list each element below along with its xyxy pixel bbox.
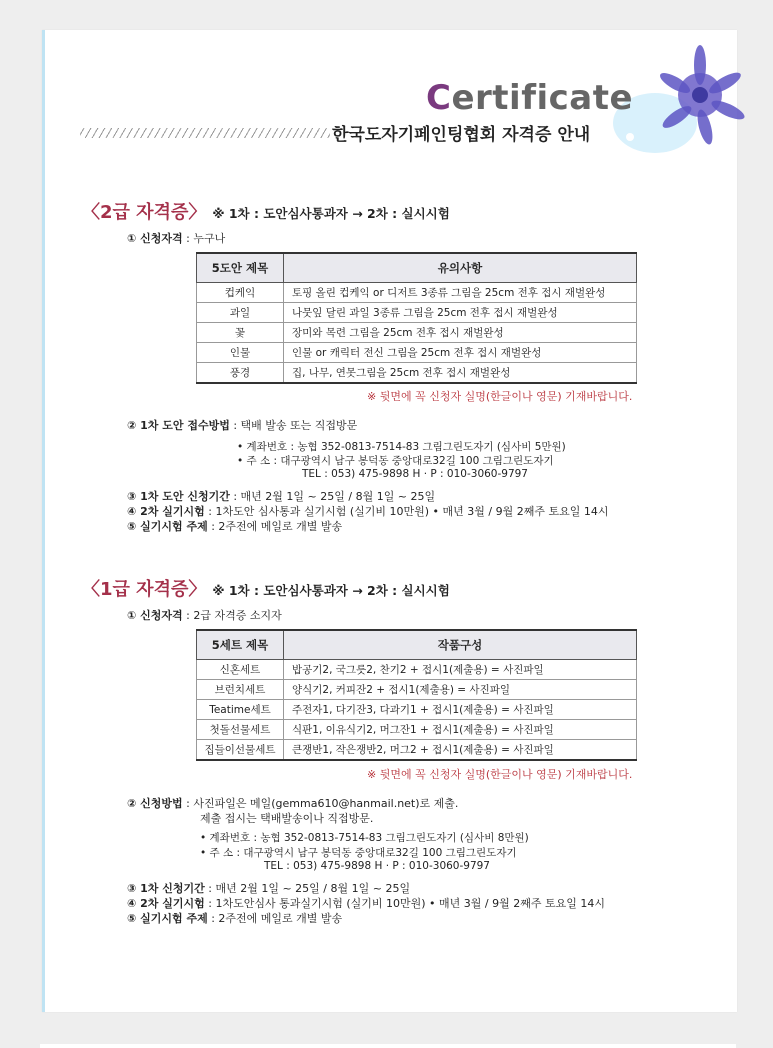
grade2-exam: ④ 2차 실기시험 : 1차도안 심사통과 실기시험 (실기비 10만원) • 매년 3월 / 9월 2째주 토요일 14시 [127, 505, 609, 518]
page-subtitle: 한국도자기페인팅협회 자격증 안내 [332, 125, 591, 145]
row-note: 나뭇잎 달린 과일 3종류 그림을 25cm 전후 접시 재벌완성 [284, 303, 637, 323]
table-row [197, 363, 637, 384]
grade2-period: ③ 1차 도안 신청기간 : 매년 2월 1일 ~ 25일 / 8월 1일 ~ 25일 [127, 490, 436, 503]
row-note: 장미와 목련 그림을 25cm 전후 접시 재벌완성 [284, 323, 637, 343]
grade2-account: • 계좌번호 : 농협 352-0813-7514-83 그림그린도자기 (심사비 5만원) [237, 441, 566, 453]
grade2-phone: TEL : 053) 475-9898 H · P : 010-3060-9797 [302, 468, 528, 480]
grade1-exam: ④ 2차 실기시험 : 1차도안심사 통과실기시험 (실기비 10만원) • 매년 3월 / 9월 2째주 토요일 14시 [127, 897, 605, 910]
row-title: 풍경 [197, 363, 284, 384]
row-note: 집, 나무, 연못그림을 25cm 전후 접시 재벌완성 [284, 363, 637, 384]
row-title: 집들이선물세트 [197, 740, 284, 761]
row-title: 과일 [197, 303, 284, 323]
table-row [197, 740, 637, 761]
table-row [197, 720, 637, 740]
row-title: 브런치세트 [197, 680, 284, 700]
row-note: 주전자1, 다기잔3, 다과기1 + 접시1(제출용) = 사진파일 [284, 700, 637, 720]
table-header-row [197, 253, 637, 283]
row-note: 인물 or 캐릭터 전신 그림을 25cm 전후 접시 재벌완성 [284, 343, 637, 363]
table-row [197, 303, 637, 323]
grade1-table [196, 629, 637, 761]
row-note: 양식기2, 커피잔2 + 접시1(제출용) = 사진파일 [284, 680, 637, 700]
row-title: Teatime세트 [197, 700, 284, 720]
grade2-qualification: ① 신청자격 : 누구나 [127, 232, 226, 245]
grade1-period: ③ 1차 신청기간 : 매년 2월 1일 ~ 25일 / 8월 1일 ~ 25일 [127, 882, 411, 895]
grade1-phone: TEL : 053) 475-9898 H · P : 010-3060-9797 [264, 860, 490, 872]
grade1-theme: ⑤ 실기시험 주제 : 2주전에 메일로 개별 발송 [127, 912, 343, 925]
grade2-notice: ※ 뒷면에 꼭 신청자 실명(한글이나 영문) 기재바랍니다. [367, 390, 633, 403]
table-row [197, 283, 637, 303]
column-header: 유의사항 [284, 253, 637, 283]
next-page-edge [40, 1044, 736, 1048]
grade1-address: • 주 소 : 대구광역시 남구 봉덕동 중앙대로32길 100 그림그린도자기 [200, 847, 517, 859]
table-row [197, 660, 637, 680]
grade1-qualification: ① 신청자격 : 2급 자격증 소지자 [127, 609, 282, 622]
column-header: 5도안 제목 [197, 253, 284, 283]
row-note: 밥공기2, 국그릇2, 찬기2 + 접시1(제출용) = 사진파일 [284, 660, 637, 680]
row-note: 큰쟁반1, 작은쟁반2, 머그2 + 접시1(제출용) = 사진파일 [284, 740, 637, 761]
column-header: 5세트 제목 [197, 630, 284, 660]
grade2-heading: 〈2급 자격증〉 ※ 1차 : 도안심사통과자 → 2차 : 실시시험 [82, 202, 450, 223]
table-row [197, 343, 637, 363]
table-row [197, 700, 637, 720]
grade2-theme: ⑤ 실기시험 주제 : 2주전에 메일로 개별 발송 [127, 520, 343, 533]
grade1-method: ② 신청방법 : 사진파일은 메일(gemma610@hanmail.net)로 제출. [127, 797, 459, 810]
row-title: 인물 [197, 343, 284, 363]
row-note: 토핑 올린 컵케익 or 디저트 3종류 그림을 25cm 전후 접시 재벌완성 [284, 283, 637, 303]
row-title: 신혼세트 [197, 660, 284, 680]
hatch-divider [80, 128, 330, 138]
row-title: 첫돌선물세트 [197, 720, 284, 740]
column-header: 작품구성 [284, 630, 637, 660]
grade2-address: • 주 소 : 대구광역시 남구 봉덕동 중앙대로32길 100 그림그린도자기 [237, 455, 554, 467]
grade1-account: • 계좌번호 : 농협 352-0813-7514-83 그림그린도자기 (심사비 8만원) [200, 832, 529, 844]
grade1-notice: ※ 뒷면에 꼭 신청자 실명(한글이나 영문) 기재바랍니다. [367, 768, 633, 781]
row-note: 식판1, 이유식기2, 머그잔1 + 접시1(제출용) = 사진파일 [284, 720, 637, 740]
grade1-heading: 〈1급 자격증〉 ※ 1차 : 도안심사통과자 → 2차 : 실시시험 [82, 579, 450, 600]
table-header-row [197, 630, 637, 660]
table-row [197, 323, 637, 343]
grade2-table [196, 252, 637, 384]
table-row [197, 680, 637, 700]
grade2-submit-method: ② 1차 도안 접수방법 : 택배 발송 또는 직접방문 [127, 419, 358, 432]
row-title: 꽃 [197, 323, 284, 343]
certificate-brand-title: Certificate [426, 78, 634, 118]
row-title: 컵케익 [197, 283, 284, 303]
grade1-method-line2: 제출 접시는 택배발송이나 직접방문. [200, 812, 374, 825]
